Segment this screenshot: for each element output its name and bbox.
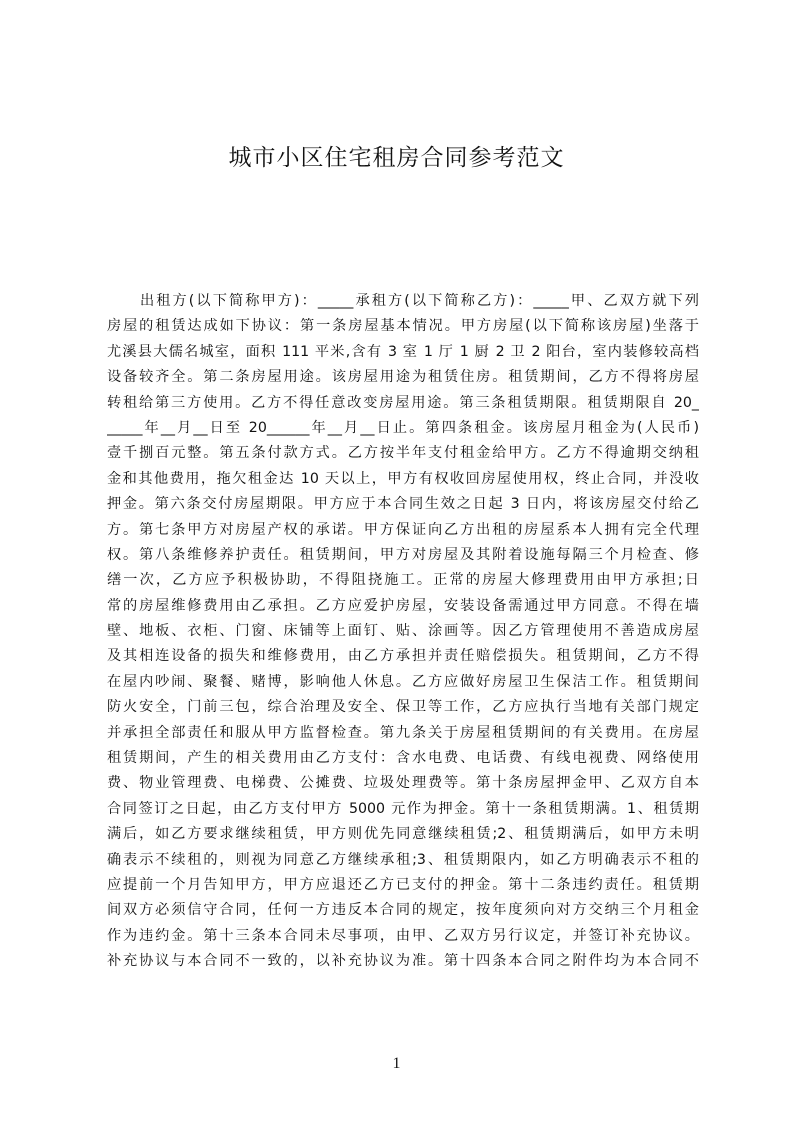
body-line: 设备较齐全。第二条房屋用途。该房屋用途为租赁住房。租赁期间，乙方不得将房屋 bbox=[107, 369, 699, 386]
body-line: 尤溪县大儒名城室，面积 111 平米,含有 3 室 1 厅 1 厨 2 卫 2 阳台，室内装修较高档 bbox=[107, 343, 699, 360]
page-number: 1 bbox=[392, 1055, 401, 1072]
body-line: 及其相连设备的损失和维修费用，由乙方承担并责任赔偿损失。租赁期间，乙方不得 bbox=[107, 648, 699, 665]
body-line: 壹千捌百元整。第五条付款方式。乙方按半年支付租金给甲方。乙方不得逾期交纳租 bbox=[107, 445, 699, 462]
body-line: 满后，如乙方要求继续租赁，甲方则优先同意继续租赁;2、租赁期满后，如甲方未明 bbox=[107, 826, 699, 843]
body-line: 转租给第三方使用。乙方不得任意改变房屋用途。第三条租赁期限。租赁期限自 20_ bbox=[107, 394, 699, 411]
body-line: 补充协议与本合同不一致的，以补充协议为准。第十四条本合同之附件均为本合同不 bbox=[107, 953, 699, 970]
body-line: 权。第八条维修养护责任。租赁期间，甲方对房屋及其附着设施每隔三个月检查、修 bbox=[107, 546, 699, 563]
body-line: 壁、地板、衣柜、门窗、床铺等上面钉、贴、涂画等。因乙方管理使用不善造成房屋 bbox=[107, 623, 699, 640]
body-line: 并承担全部责任和服从甲方监督检查。第九条关于房屋租赁期间的有关费用。在房屋 bbox=[107, 724, 699, 741]
body-line: 房屋的租赁达成如下协议：第一条房屋基本情况。甲方房屋(以下简称该房屋)坐落于 bbox=[107, 318, 699, 335]
page-title: 城市小区住宅租房合同参考范文 bbox=[228, 145, 565, 171]
body-line: 合同签订之日起，由乙方支付甲方 5000 元作为押金。第十一条租赁期满。1、租赁期 bbox=[107, 800, 699, 817]
body-line: 常的房屋维修费用由乙承担。乙方应爱护房屋，安装设备需通过甲方同意。不得在墙 bbox=[107, 597, 699, 614]
body-line: 作为违约金。第十三条本合同未尽事项，由甲、乙双方另行议定，并签订补充协议。 bbox=[107, 927, 699, 944]
body-line: 金和其他费用，拖欠租金达 10 天以上，甲方有权收回房屋使用权，终止合同，并没收 bbox=[107, 470, 699, 487]
body-line: 方。第七条甲方对房屋产权的承诺。甲方保证向乙方出租的房屋系本人拥有完全代理 bbox=[107, 521, 699, 538]
body-line: 在屋内吵闹、聚餐、赌博，影响他人休息。乙方应做好房屋卫生保洁工作。租赁期间 bbox=[107, 673, 699, 690]
contract-body bbox=[107, 289, 699, 975]
body-line: 应提前一个月告知甲方，甲方应退还乙方已支付的押金。第十二条违约责任。租赁期 bbox=[107, 876, 699, 893]
body-line: 费、物业管理费、电梯费、公摊费、垃圾处理费等。第十条房屋押金甲、乙双方自本 bbox=[107, 775, 699, 792]
body-line: 确表示不续租的，则视为同意乙方继续承租;3、租赁期限内，如乙方明确表示不租的 bbox=[107, 851, 699, 868]
body-line: 押金。第六条交付房屋期限。甲方应于本合同生效之日起 3 日内，将该房屋交付给乙 bbox=[107, 496, 699, 513]
body-line: 出租方(以下简称甲方)：_____承租方(以下简称乙方)：_____甲、乙双方就下列 bbox=[140, 293, 699, 309]
body-line: 防火安全，门前三包，综合治理及安全、保卫等工作，乙方应执行当地有关部门规定 bbox=[107, 699, 699, 716]
body-line: _____年__月__日至 20______年__月__日止。第四条租金。该房屋月租金为(人民币) bbox=[107, 419, 699, 436]
body-line: 间双方必须信守合同，任何一方违反本合同的规定，按年度须向对方交纳三个月租金 bbox=[107, 902, 699, 919]
body-line: 缮一次，乙方应予积极协助，不得阻挠施工。正常的房屋大修理费用由甲方承担;日 bbox=[107, 572, 699, 589]
body-line: 租赁期间，产生的相关费用由乙方支付：含水电费、电话费、有线电视费、网络使用 bbox=[107, 750, 699, 767]
